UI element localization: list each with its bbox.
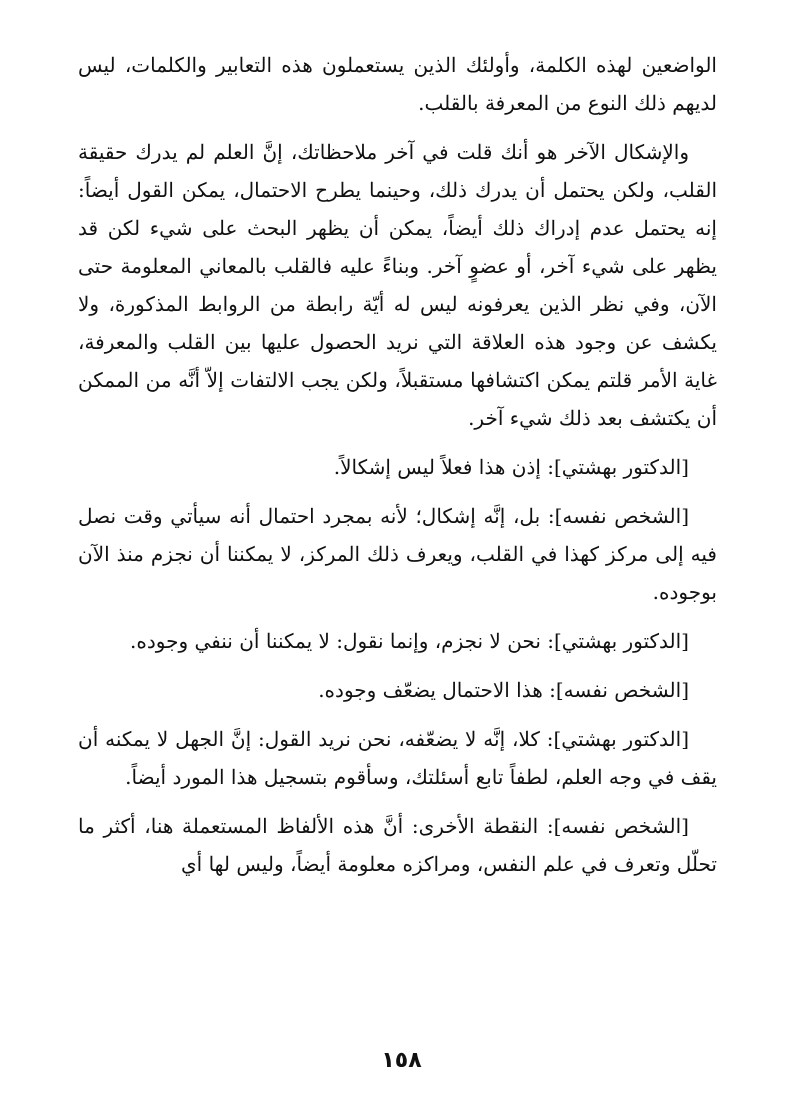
paragraph-dialogue-4: [الشخص نفسه]: هذا الاحتمال يضعّف وجوده. [318, 678, 689, 702]
page-number: ١٥٨ [381, 1048, 422, 1073]
body-text [78, 46, 717, 894]
paragraph-dialogue-1: [الدكتور بهشتي]: إذن هذا فعلاً ليس إشكالاً. [333, 455, 689, 479]
paragraph-dialogue-2: [الشخص نفسه]: بل، إنَّه إشكال؛ لأنه بمجرد احتمال أنه سيأتي وقت نصل فيه إلى مركز كهذا في القلب، ويعرف ذلك المركز، لا يمكننا أن نجزم منذ الآن بوجوده. [78, 504, 717, 604]
paragraph-objection: والإشكال الآخر هو أنك قلت في آخر ملاحظاتك، إنَّ العلم لم يدرك حقيقة القلب، ولكن يحتمل أن يدرك ذلك، وحينما يطرح الاحتمال، يمكن القول أيضاً: إنه يحتمل عدم إدراك ذلك أيضاً، يمكن أن يظهر البحث على شيء لكن قد يظهر على شيء آخر، أو عضوٍ آخر. وبناءً عليه فالقلب بالمعاني المعلومة حتى الآن، وفي نظر الذين يعرفونه ليس له أيّة رابطة من الروابط المذكورة، ولا يكشف عن وجود هذه العلاقة التي نريد الحصول عليها بين القلب والمعرفة، غاية الأمر قلتم يمكن اكتشافها مستقبلاً، ولكن يجب الالتفات إلاّ أنَّه من الممكن أن يكتشف بعد ذلك شيء آخر. [78, 140, 717, 430]
paragraph-dialogue-5: [الدكتور بهشتي]: كلا، إنَّه لا يضعّفه، نحن نريد القول: إنَّ الجهل لا يمكنه أن يقف في وجه العلم، لطفاً تابع أسئلتك، وسأقوم بتسجيل هذا المورد أيضاً. [78, 727, 717, 789]
paragraph-continuation: الواضعين لهذه الكلمة، وأولئك الذين يستعملون هذه التعابير والكلمات، ليس لديهم ذلك النوع من المعرفة بالقلب. [78, 53, 717, 115]
paragraph-dialogue-6: [الشخص نفسه]: النقطة الأخرى: أنَّ هذه الألفاظ المستعملة هنا، أكثر ما تحلّل وتعرف في علم النفس، ومراكزه معلومة أيضاً، وليس لها أي [78, 814, 717, 876]
paragraph-dialogue-3: [الدكتور بهشتي]: نحن لا نجزم، وإنما نقول: لا يمكننا أن ننفي وجوده. [130, 629, 689, 653]
